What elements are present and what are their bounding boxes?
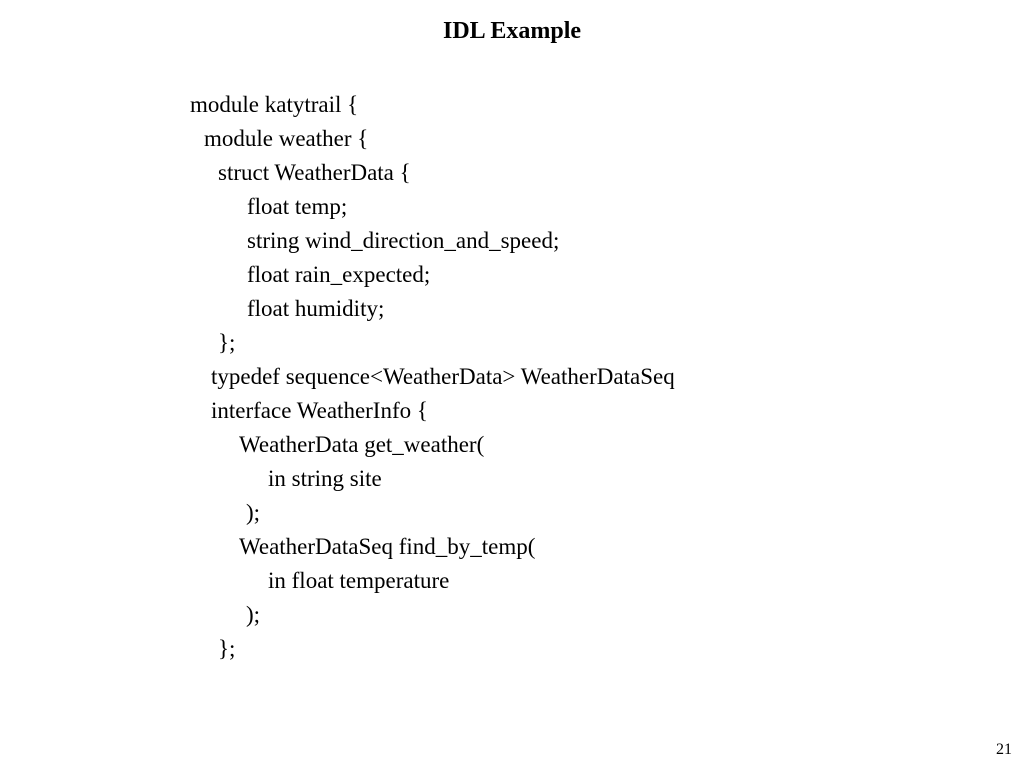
code-line-text: WeatherDataSeq find_by_temp( <box>239 534 536 559</box>
code-line-text: in string site <box>268 466 382 491</box>
page-number: 21 <box>996 741 1012 758</box>
code-line-text: interface WeatherInfo { <box>211 398 428 423</box>
code-line <box>0 598 1024 632</box>
code-line-text: string wind_direction_and_speed; <box>247 228 560 253</box>
code-line <box>0 530 1024 564</box>
code-line-text: float humidity; <box>247 296 385 321</box>
code-line <box>0 632 1024 666</box>
code-line <box>0 496 1024 530</box>
code-line <box>0 428 1024 462</box>
code-line <box>0 360 1024 394</box>
code-line <box>0 88 1024 122</box>
code-line-text: in float temperature <box>268 568 450 593</box>
code-line-text: WeatherData get_weather( <box>239 432 485 457</box>
code-line <box>0 156 1024 190</box>
code-line <box>0 394 1024 428</box>
code-line <box>0 122 1024 156</box>
code-line-text: typedef sequence<WeatherData> WeatherDataSeq <box>211 364 675 389</box>
code-line-text: ); <box>246 602 261 627</box>
code-line <box>0 224 1024 258</box>
code-line-text: }; <box>218 636 236 661</box>
code-line-text: }; <box>218 330 236 355</box>
code-line-text: module katytrail { <box>190 92 359 117</box>
code-line <box>0 326 1024 360</box>
code-line-text: float temp; <box>247 194 348 219</box>
code-line-text: ); <box>246 500 261 525</box>
code-line-text: float rain_expected; <box>247 262 431 287</box>
idl-code-block <box>0 88 1024 666</box>
code-line <box>0 564 1024 598</box>
code-line <box>0 258 1024 292</box>
slide-title: IDL Example <box>442 18 582 44</box>
code-line-text: struct WeatherData { <box>218 160 411 185</box>
code-line-text: module weather { <box>204 126 369 151</box>
code-line <box>0 462 1024 496</box>
code-line <box>0 292 1024 326</box>
code-line <box>0 190 1024 224</box>
